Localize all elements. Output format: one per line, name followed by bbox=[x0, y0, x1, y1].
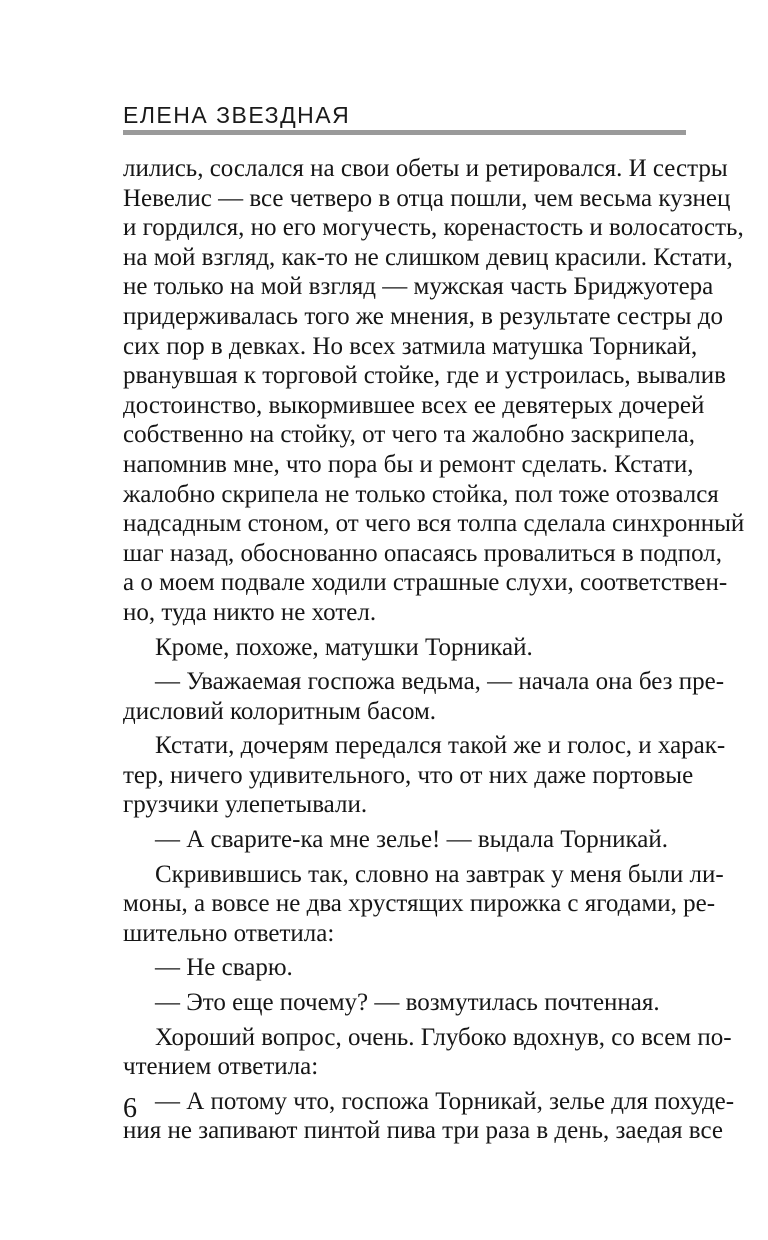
paragraph bbox=[123, 825, 686, 855]
text-line: жалобно скрипела не только стойка, пол тоже отозвался bbox=[123, 480, 719, 508]
paragraph bbox=[123, 988, 686, 1018]
text-line: — Не сварю. bbox=[155, 954, 293, 982]
text-line: рванувшая к торговой стойке, где и устроилась, вывалив bbox=[123, 362, 726, 390]
text-line: — А сварите-ка мне зелье! — выдала Торникай. bbox=[155, 826, 668, 854]
text-line: а о моем подвале ходили страшные слухи, соответствен- bbox=[123, 569, 728, 597]
text-line: ния не запивают пинтой пива три раза в день, заедая все bbox=[123, 1117, 723, 1145]
text-line: сих пор в девках. Но всех затмила матушка Торникай, bbox=[123, 332, 698, 360]
paragraph bbox=[123, 667, 725, 726]
header-rule bbox=[123, 130, 686, 135]
page-number: 6 bbox=[123, 1093, 137, 1124]
text-line: и гордился, но его могучесть, коренастость и волосатость, bbox=[123, 214, 744, 242]
text-line: Кроме, похоже, матушки Торникай. bbox=[155, 633, 533, 661]
text-line: грузчики улепетывали. bbox=[123, 791, 368, 819]
text-line: но, туда никто не хотел. bbox=[123, 598, 377, 626]
text-line: придерживалась того же мнения, в результате сестры до bbox=[123, 302, 723, 330]
running-head: ЕЛЕНА ЗВЕЗДНАЯ bbox=[123, 102, 351, 128]
text-line: чтением ответила: bbox=[123, 1053, 319, 1081]
text-line: моны, а вовсе не два хрустящих пирожка с ягодами, ре- bbox=[123, 890, 716, 918]
paragraph bbox=[123, 953, 686, 983]
text-line: — Это еще почему? — возмутилась почтенная. bbox=[155, 989, 660, 1017]
text-line: дисловий колоритным басом. bbox=[123, 697, 437, 725]
text-line: Скривившись так, словно на завтрак у меня были ли- bbox=[155, 860, 724, 888]
text-line: шительно ответила: bbox=[123, 919, 335, 947]
paragraph bbox=[123, 154, 745, 628]
text-line: тер, ничего удивительного, что от них даже портовые bbox=[123, 761, 694, 789]
paragraph bbox=[123, 1023, 732, 1082]
paragraph bbox=[123, 633, 686, 663]
text-line: не только на мой взгляд — мужская часть Бриджуотера bbox=[123, 273, 714, 301]
text-line: надсадным стоном, от чего вся толпа сделала синхронный bbox=[123, 510, 745, 538]
text-line: лились, сослался на свои обеты и ретировался. И сестры bbox=[123, 155, 728, 182]
paragraph bbox=[123, 860, 724, 949]
text-line: достоинство, выкормившее всех ее девятерых дочерей bbox=[123, 391, 705, 419]
text-line: Кстати, дочерям передался такой же и голос, и харак- bbox=[155, 732, 726, 760]
text-line: — Уважаемая госпожа ведьма, — начала она без пре- bbox=[155, 668, 725, 696]
paragraph bbox=[123, 1087, 735, 1146]
text-line: шаг назад, обоснованно опасаясь провалиться в подпол, bbox=[123, 539, 723, 567]
paragraph bbox=[123, 731, 726, 820]
text-line: — А потому что, госпожа Торникай, зелье для похуде- bbox=[155, 1087, 735, 1115]
text-line: собственно на стойку, от чего та жалобно заскрипела, bbox=[123, 421, 695, 449]
text-line: на мой взгляд, как-то не слишком девиц красили. Кстати, bbox=[123, 243, 733, 271]
text-line: Хороший вопрос, очень. Глубоко вдохнув, со всем по- bbox=[155, 1023, 732, 1051]
body-text bbox=[123, 154, 745, 1146]
text-line: напомнив мне, что пора бы и ремонт сделать. Кстати, bbox=[123, 450, 694, 478]
text-line: Невелис — все четверо в отца пошли, чем весьма кузнец bbox=[123, 184, 731, 212]
